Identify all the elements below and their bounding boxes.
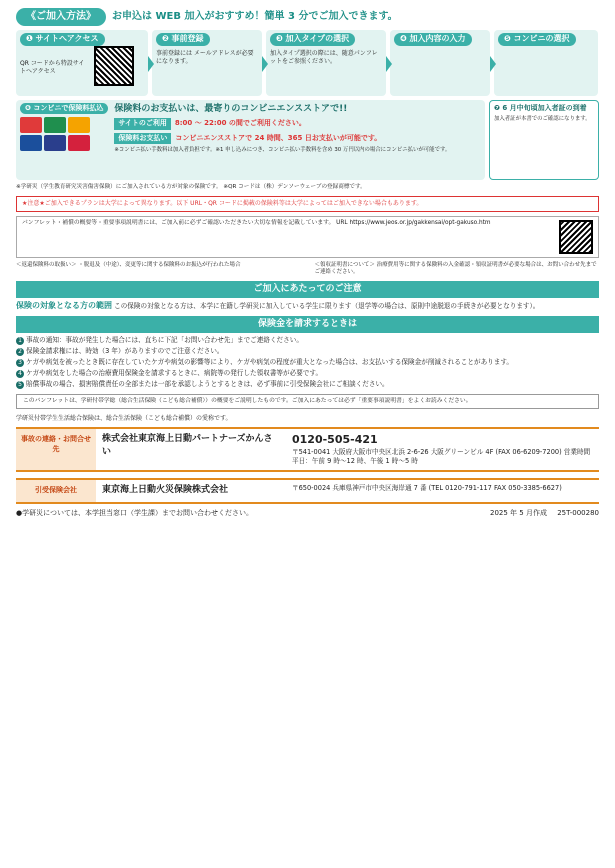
document-text: パンフレット・補償の概要等・重要事項説明書には、ご加入前に必ずご確認いただきたい大切な情報を記載しています。 URL https://www.jeos.or.jp/gakkensai/opt-gakuso.htm [22, 219, 491, 226]
coverage-paragraph [16, 301, 599, 312]
footer-text: ●学研災については、本学担当窓口（学生課）までお問い合わせください。 [16, 508, 253, 517]
step-1 [16, 30, 148, 96]
step-title: ❺ コンビニの選択 [498, 33, 576, 46]
step-7 [489, 100, 599, 180]
arrow-icon [262, 56, 268, 72]
list-item: 4 ケガや病気をした場合の治療費用保険金を請求するときに、病院等の発行した領収書等が必要です。 [16, 369, 599, 378]
left-note: ＜返還保険料の取扱い＞ ・脱退及（中途）、変更等に関する保険料のお振込が行われた場合 [16, 261, 241, 268]
red-notice: ★注意★ご加入できるプランは大学によって異なります。以下 URL・QR コードに掲載の保険料等は大学によってはご加入できない場合もあります。 [16, 196, 599, 212]
steps-row [16, 30, 599, 96]
step-title: ❻ コンビニで保険料払込 [20, 103, 108, 114]
contact-address: 〒650-0024 兵庫県神戸市中央区海岸通 7 番 (TEL 0120-791-117 FAX 050-3385-6627) [292, 484, 562, 493]
contact-label: 事故の連絡・お問合せ先 [16, 429, 96, 470]
section-bar: 保険金を請求するときは [16, 316, 599, 332]
claim-list [16, 336, 599, 389]
header [16, 8, 599, 26]
footer-meta [490, 509, 599, 518]
step-2 [152, 30, 262, 96]
convenience-row [16, 100, 599, 180]
section-bar: ご加入にあたってのご注意 [16, 281, 599, 297]
agent-line: 学研災付帯学生生活総合保険は、総合生活保険（こども総合補償）の愛称です。 [16, 415, 232, 423]
contact-row [16, 427, 599, 472]
hours-row-2 [114, 133, 481, 144]
hours-label: 保険料お支払い [114, 133, 171, 144]
store-logos [20, 117, 90, 151]
store-logo-icon [68, 135, 90, 151]
list-item: 3 ケガや病気を被ったとき既に存在していたケガや病気の影響等により、ケガや病気の程度が重大となった場合は、お支払いする保険金が削減されることがあります。 [16, 358, 599, 367]
convenience-note: ※コンビニ払い手数料は加入者負担です。※1 申し込みにつき、コンビニ払い手数料を含め 30 万円以内の場合にコンビニ払いが可能です。 [114, 147, 451, 154]
arrow-icon [386, 56, 392, 72]
step-title: ❶ サイトへアクセス [20, 33, 105, 46]
contact-name: 株式会社東京海上日動パートナーズかんさい [102, 434, 273, 457]
list-item: 2 保険金請求権には、時効（3 年）がありますのでご注意ください。 [16, 347, 599, 356]
step-body: 加入タイプ選択の際には、随意パンフレットをご参照ください。 [270, 49, 378, 65]
store-logo-icon [20, 135, 42, 151]
step-6 [16, 100, 485, 180]
step-title: ❹ 加入内容の入力 [394, 33, 472, 46]
footer [16, 509, 599, 518]
convenience-main [114, 103, 481, 177]
contact-label: 引受保険会社 [16, 480, 96, 501]
store-logo-icon [44, 135, 66, 151]
footer-date: 2025 年 5 月作成 [490, 508, 547, 517]
footer-code: 25T-000280 [557, 508, 599, 517]
arrow-icon [490, 56, 496, 72]
qr-code-icon[interactable] [94, 46, 134, 86]
step-4 [390, 30, 490, 96]
header-message: お申込は WEB 加入がおすすめ！簡単 3 分でご加入できます。 [112, 11, 398, 23]
hours-label: サイトのご利用 [114, 118, 171, 129]
step-body: 加入者証が本書でのご確認になります。 [494, 116, 591, 123]
list-item: 5 賠償事故の場合、損害賠償責任の全部または一部を承認しようとするときは、必ず事前に引受保険会社にご相談ください。 [16, 380, 599, 389]
arrow-icon [148, 56, 154, 72]
coverage-subhead: 保険の対象となる方の範囲 [16, 300, 112, 310]
hours-row-1 [114, 118, 481, 129]
contact-tel[interactable]: 0120-505-421 [292, 433, 378, 447]
notes: ※学研災（学生教育研究災害傷害保険）にご加入されている方が対象の保険です。 ※QR コードは（株）デンソーウェーブの登録商標です。 [16, 184, 366, 190]
contact-row [16, 478, 599, 503]
step-body: QR コードから特設サイトへアクセス [20, 59, 85, 75]
two-column-notes [16, 262, 599, 277]
store-logo-icon [20, 117, 42, 133]
right-note: ＜領収証明書について＞ 治療費用等に関する保険料の入金確認・領収証明書が必要な場合は、お問い合わせ先までご連絡ください。 [314, 261, 597, 276]
step-title: ❸ 加入タイプの選択 [270, 33, 355, 46]
convenience-title: 保険料のお支払いは、最寄りのコンビニエンスストアで!! [114, 104, 348, 114]
step-body: 事前登録には メールアドレスが必要になります。 [156, 49, 254, 65]
contact-info [286, 480, 599, 501]
step-5 [494, 30, 598, 96]
list-item: 1 事故の通知：事故が発生した場合には、直ちに下記「お問い合わせ先」までご連絡ください。 [16, 336, 599, 345]
hours-value: 8:00 ～ 22:00 の間でご利用ください。 [174, 119, 306, 128]
contact-name: 東京海上日動火災保険株式会社 [102, 485, 229, 496]
step-title: ❼ 6 月中旬頃加入者証の到着 [494, 104, 587, 112]
step-title: ❷ 事前登録 [156, 33, 210, 46]
document-box [16, 216, 599, 258]
step-3 [266, 30, 386, 96]
contact-address: 〒541-0041 大阪府大阪市中央区北浜 2-6-26 大阪グリーンビル 4F (FAX 06-6209-7200) 営業時間 平日：午前 9 時～12 時、午後 1 時～5 時 [292, 448, 591, 466]
store-logo-icon [44, 117, 66, 133]
header-pill: 《ご加入方法》 [16, 8, 106, 26]
qr-code-icon[interactable] [559, 220, 593, 254]
contact-info [286, 429, 599, 470]
store-logo-icon [68, 117, 90, 133]
pamphlet-notice: このパンフレットは、学研付帯学総（総合生活保険（こども総合補償））の概要をご説明したものです。ご加入にあたっては必ず「重要事項説明書」をよくお読みください。 [16, 394, 599, 410]
coverage-text: この保険の対象となる方は、本学に在籍し学研災に加入している学生に限ります（退学等の場合は、原則中途脱退の手続きが必要となります）。 [114, 301, 540, 310]
hours-value: コンビニエンスストアで 24 時間、365 日お支払いが可能です。 [175, 133, 382, 142]
